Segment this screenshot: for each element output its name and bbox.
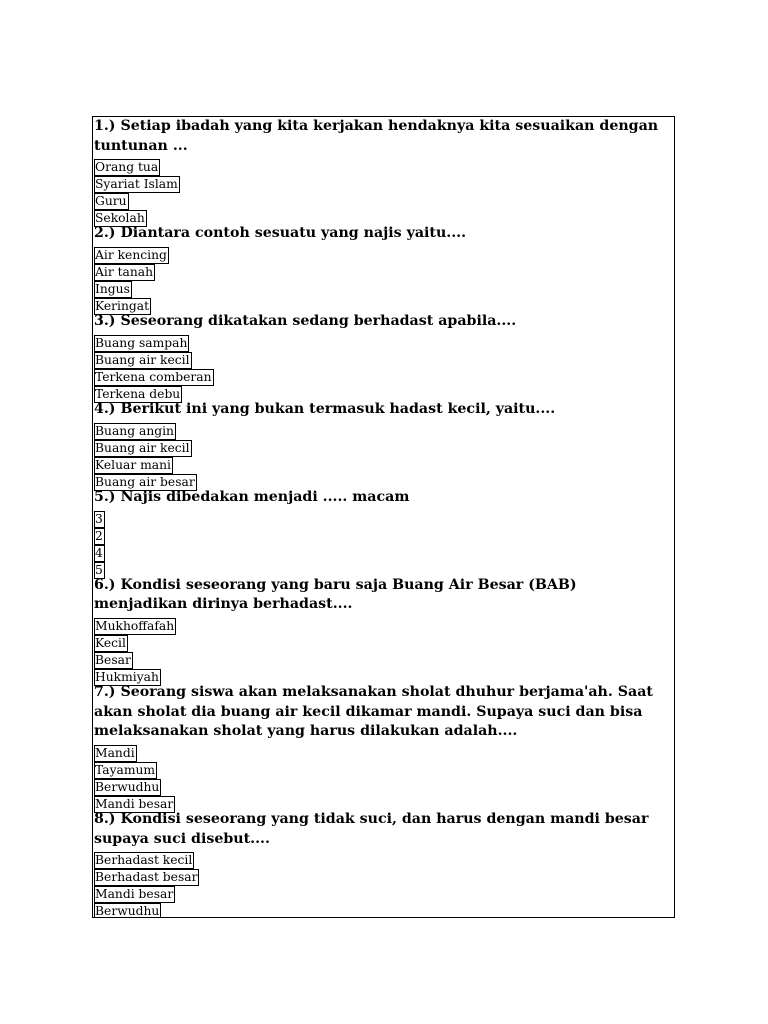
question-5 bbox=[94, 488, 673, 576]
answer-option[interactable]: 4 bbox=[94, 542, 673, 559]
answer-option[interactable]: Keringat bbox=[94, 295, 673, 312]
answer-option[interactable]: Syariat Islam bbox=[94, 173, 673, 190]
answer-option[interactable]: Kecil bbox=[94, 632, 673, 649]
answer-option[interactable]: Buang air besar bbox=[94, 471, 673, 488]
answer-option[interactable]: Berwudhu bbox=[94, 900, 673, 917]
answer-option[interactable]: Berwudhu bbox=[94, 776, 673, 793]
answer-option[interactable]: 2 bbox=[94, 525, 673, 542]
question-text: 7.) Seorang siswa akan melaksanakan sholat dhuhur berjama'ah. Saat akan sholat dia buang air kecil dikamar mandi. Supaya suci dan bisa melaksanakan sholat yang harus dilakukan adalah.... bbox=[94, 684, 653, 740]
question-7 bbox=[94, 683, 673, 810]
quiz-document bbox=[92, 116, 675, 918]
question-text: 6.) Kondisi seseorang yang baru saja Buang Air Besar (BAB) menjadikan dirinya berhadast.... bbox=[94, 576, 577, 613]
question-text: 8.) Kondisi seseorang yang tidak suci, dan harus dengan mandi besar supaya suci disebut.... bbox=[94, 811, 649, 847]
answer-option[interactable]: Terkena debu bbox=[94, 383, 673, 400]
answer-option[interactable]: Air tanah bbox=[94, 261, 673, 278]
answer-option[interactable]: Berhadast kecil bbox=[94, 849, 673, 866]
answer-option[interactable]: Hukmiyah bbox=[94, 666, 673, 683]
question-text: 2.) Diantara contoh sesuatu yang najis yaitu.... bbox=[94, 225, 467, 242]
answer-option[interactable]: Keluar mani bbox=[94, 454, 673, 471]
question-8 bbox=[94, 810, 673, 917]
answer-option[interactable]: Mandi besar bbox=[94, 883, 673, 900]
question-text: 1.) Setiap ibadah yang kita kerjakan hendaknya kita sesuaikan dengan tuntunan ... bbox=[94, 118, 659, 154]
question-4 bbox=[94, 400, 673, 488]
answer-option[interactable]: Terkena comberan bbox=[94, 366, 673, 383]
question-1 bbox=[94, 117, 673, 224]
answer-option[interactable]: Mukhoffafah bbox=[94, 615, 673, 632]
answer-option[interactable]: Ingus bbox=[94, 278, 673, 295]
answer-option[interactable]: Sekolah bbox=[94, 207, 673, 224]
question-text: 5.) Najis dibedakan menjadi ..... macam bbox=[94, 489, 410, 505]
question-6 bbox=[94, 576, 673, 683]
question-text: 3.) Seseorang dikatakan sedang berhadast apabila.... bbox=[94, 313, 517, 330]
answer-option[interactable]: 3 bbox=[94, 508, 673, 525]
question-3 bbox=[94, 312, 673, 400]
answer-option[interactable]: Guru bbox=[94, 190, 673, 207]
answer-option[interactable]: Buang sampah bbox=[94, 332, 673, 349]
answer-option[interactable]: Buang air kecil bbox=[94, 437, 673, 454]
answer-option[interactable]: Berhadast besar bbox=[94, 866, 673, 883]
answer-option[interactable]: Besar bbox=[94, 649, 673, 666]
answer-option[interactable]: Mandi besar bbox=[94, 793, 673, 810]
answer-option[interactable]: Air kencing bbox=[94, 244, 673, 261]
answer-option[interactable]: 5 bbox=[94, 559, 673, 576]
answer-option[interactable]: Orang tua bbox=[94, 156, 673, 173]
answer-option[interactable]: Tayamum bbox=[94, 759, 673, 776]
question-2 bbox=[94, 224, 673, 312]
question-text: 4.) Berikut ini yang bukan termasuk hadast kecil, yaitu.... bbox=[94, 401, 556, 418]
answer-option[interactable]: Buang angin bbox=[94, 420, 673, 437]
answer-option[interactable]: Buang air kecil bbox=[94, 349, 673, 366]
answer-option[interactable]: Mandi bbox=[94, 742, 673, 759]
